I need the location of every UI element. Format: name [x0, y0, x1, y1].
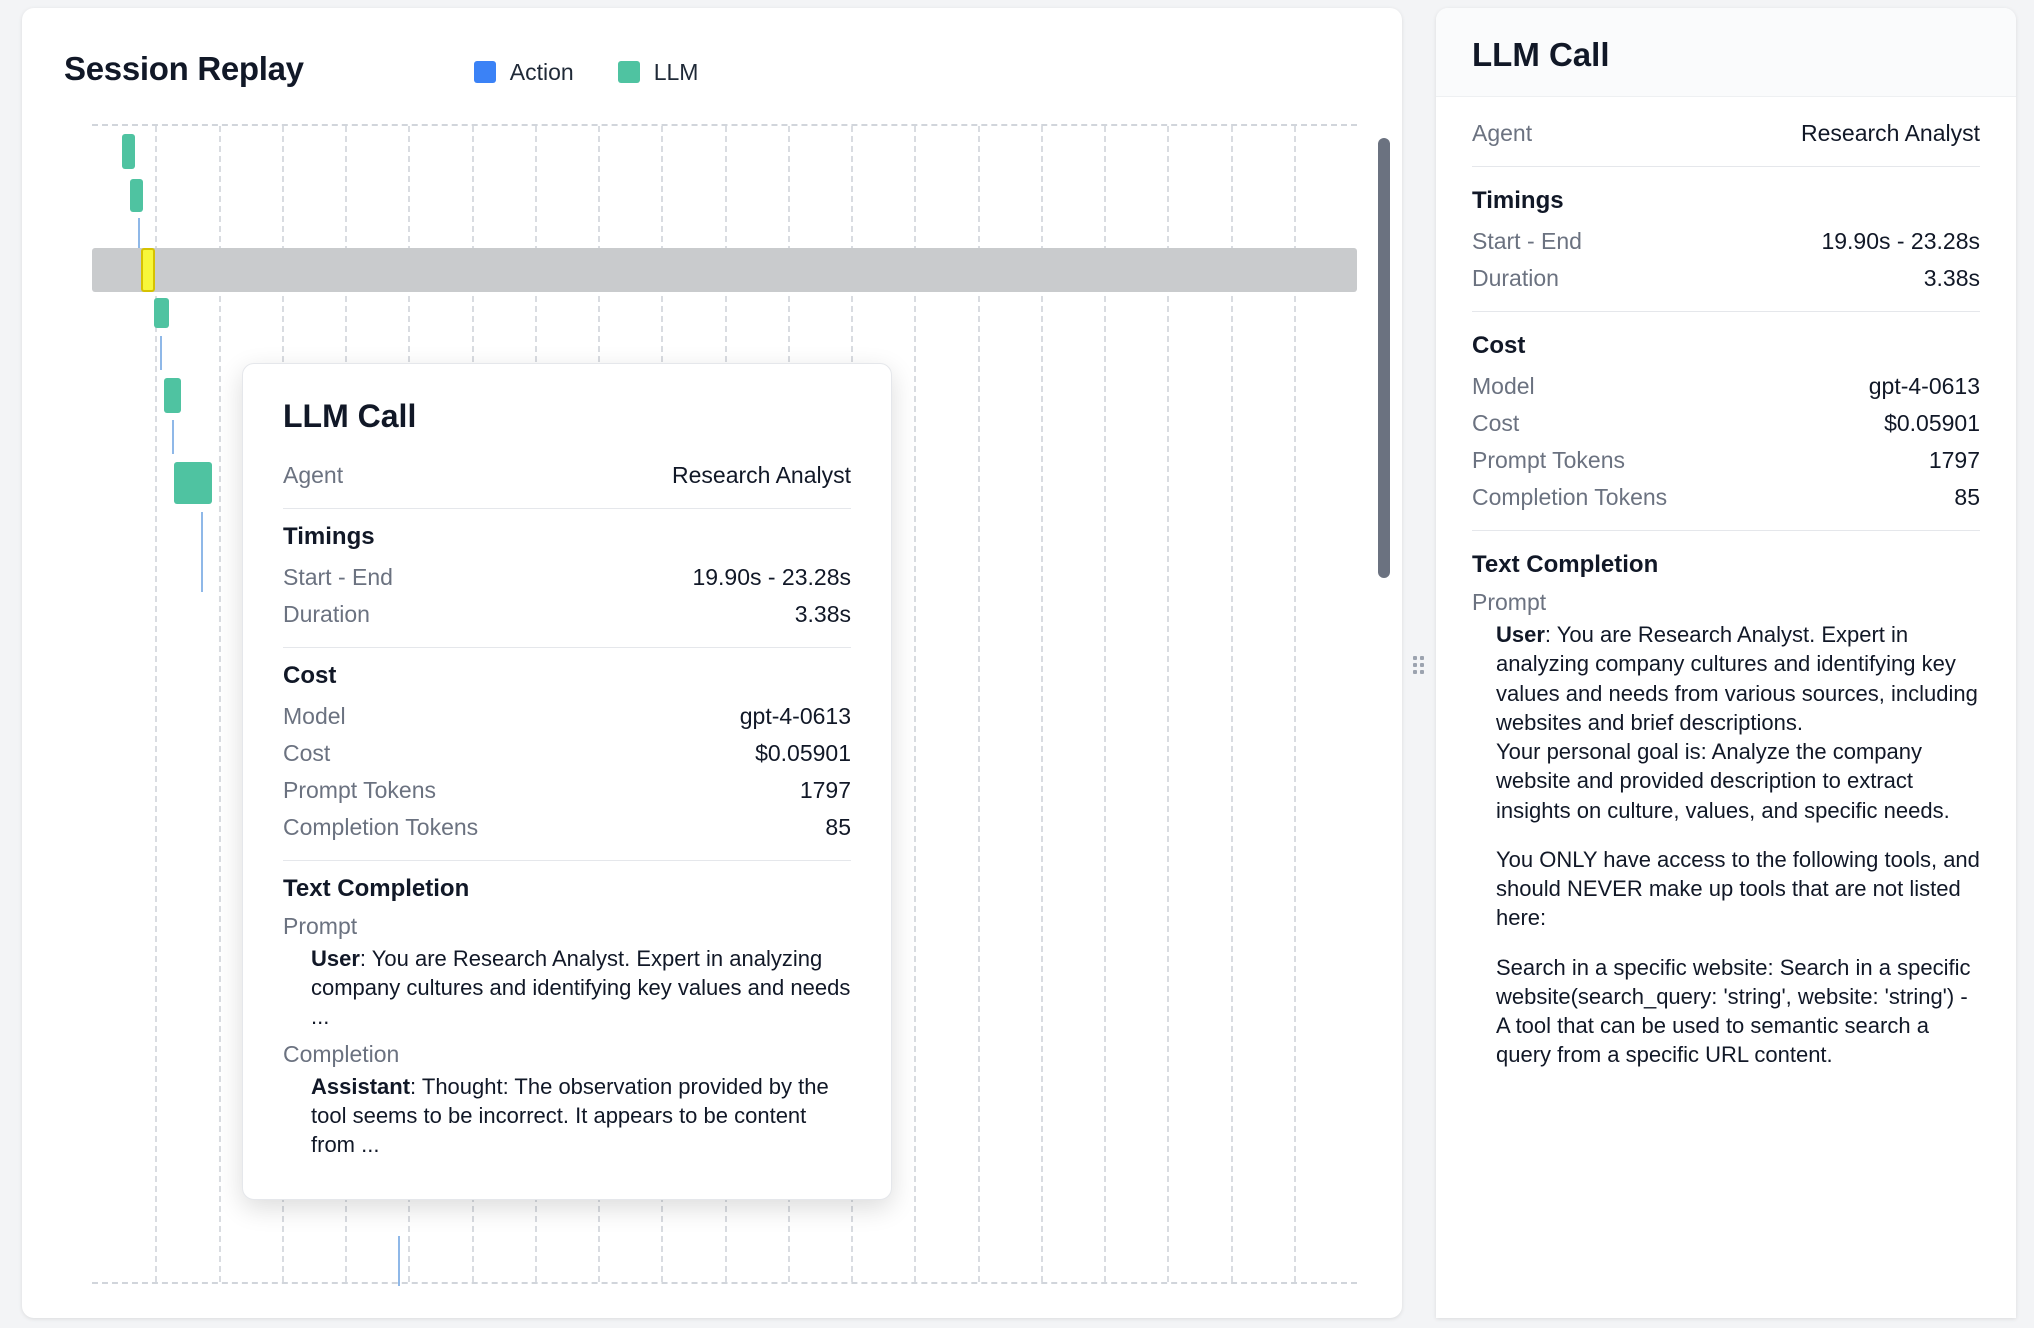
details-agent-key: Agent: [1472, 120, 1533, 146]
legend-label-action: Action: [509, 58, 574, 85]
llm-call-tooltip: [242, 363, 892, 1200]
tooltip-prompt-tokens-key: Prompt Tokens: [283, 777, 436, 803]
dot: [1413, 656, 1417, 660]
dot: [1420, 663, 1424, 667]
tooltip-model-value: gpt-4-0613: [739, 703, 851, 729]
tooltip-duration-value: 3.38s: [794, 601, 851, 627]
legend: [474, 59, 699, 86]
details-body: [1436, 97, 2016, 1070]
divider: [283, 860, 851, 861]
tooltip-cost-head: Cost: [283, 662, 337, 689]
details-cost-row: [1472, 405, 1980, 442]
details-prompt-tokens-value: 1797: [1928, 447, 1980, 473]
divider: [283, 508, 851, 509]
tooltip-title: LLM Call: [283, 398, 417, 434]
timeline-vertical-scrollbar[interactable]: [1378, 138, 1390, 578]
details-startend-key: Start - End: [1472, 228, 1582, 254]
details-prompt-para-1: [1496, 620, 1980, 825]
tooltip-startend-value: 19.90s - 23.28s: [692, 564, 851, 590]
session-replay-panel: [22, 8, 1402, 1318]
details-completion-tokens-row: [1472, 479, 1980, 516]
details-completion-tokens-key: Completion Tokens: [1472, 484, 1668, 510]
tooltip-duration-key: Duration: [283, 601, 370, 627]
gridline: [1294, 126, 1296, 1282]
replay-header: [22, 8, 1402, 88]
tooltip-prompt-message: [295, 944, 851, 1031]
gridline: [219, 126, 221, 1282]
tooltip-prompt-role: User: [311, 946, 360, 971]
gridline: [1231, 126, 1233, 1282]
details-prompt-para-4: Search in a specific website: Search in a specific website(search_query: 'string', website: 'string') - A tool that can be used to semantic search a query from a specific URL content.: [1496, 954, 1971, 1068]
gridline: [1104, 126, 1106, 1282]
tooltip-agent-row: [283, 457, 851, 494]
divider: [283, 647, 851, 648]
tooltip-agent-key: Agent: [283, 462, 344, 488]
details-duration-key: Duration: [1472, 265, 1559, 291]
tooltip-duration-row: [283, 596, 851, 633]
tooltip-completion-tokens-value: 85: [825, 814, 851, 840]
tooltip-prompt-tokens-value: 1797: [799, 777, 851, 803]
tooltip-prompt-text: : You are Research Analyst. Expert in analyzing company cultures and identifying key values and needs ...: [311, 946, 851, 1030]
timeline-span-llm[interactable]: [122, 134, 135, 169]
timeline-connector: [160, 336, 162, 370]
details-cost-value: $0.05901: [1884, 410, 1980, 436]
details-timings-head: Timings: [1472, 187, 1564, 214]
tooltip-prompt-label: Prompt: [283, 913, 358, 939]
details-prompt-text-1: : You are Research Analyst. Expert in analyzing company cultures and identifying key values and needs from various sources, including websites and brief descriptions.: [1496, 622, 1978, 735]
tooltip-completion-tokens-key: Completion Tokens: [283, 814, 479, 840]
dot: [1420, 656, 1424, 660]
drag-handle-icon[interactable]: [1413, 656, 1425, 680]
details-prompt-label: Prompt: [1472, 589, 1547, 615]
tooltip-cost-row: [283, 735, 851, 772]
details-agent-value: Research Analyst: [1801, 120, 1980, 146]
tooltip-cost-key: Cost: [283, 740, 331, 766]
details-prompt-text-2: Your personal goal is: Analyze the company website and provided description to extract insights on culture, values, and specific needs.: [1496, 739, 1950, 823]
divider: [1472, 166, 1980, 167]
details-model-value: gpt-4-0613: [1868, 373, 1980, 399]
tooltip-completion-tokens-row: [283, 809, 851, 846]
details-header: [1436, 8, 2016, 97]
dot: [1413, 670, 1417, 674]
timeline-span-llm[interactable]: [164, 378, 181, 413]
panel-splitter[interactable]: [1402, 8, 1436, 1328]
tooltip-text-completion-head: Text Completion: [283, 875, 470, 902]
tooltip-agent-value: Research Analyst: [672, 462, 851, 488]
gridline: [1041, 126, 1043, 1282]
timeline-connector: [201, 512, 203, 592]
timeline-span-llm[interactable]: [154, 298, 169, 328]
details-startend-row: [1472, 223, 1980, 260]
details-cost-key: Cost: [1472, 410, 1520, 436]
tooltip-completion-role: Assistant: [311, 1074, 411, 1100]
tooltip-model-key: Model: [283, 703, 346, 729]
timeline-span-selected[interactable]: [141, 248, 155, 292]
legend-item-action: [474, 59, 574, 86]
square-swatch-icon: [618, 61, 640, 83]
details-completion-tokens-value: 85: [1954, 484, 1980, 510]
details-model-key: Model: [1472, 373, 1535, 399]
legend-item-llm: [618, 59, 699, 86]
timeline-connector: [172, 420, 174, 454]
gridline: [914, 126, 916, 1282]
divider: [1472, 311, 1980, 312]
dot: [1413, 663, 1417, 667]
timeline-connector: [138, 218, 140, 248]
timeline-span-llm[interactable]: [130, 179, 143, 212]
details-model-row: [1472, 368, 1980, 405]
timeline-span-group[interactable]: [92, 248, 1357, 292]
page-title: Session Replay: [64, 50, 304, 87]
details-agent-row: [1472, 115, 1980, 152]
tooltip-model-row: [283, 698, 851, 735]
square-swatch-icon: [474, 61, 496, 83]
tooltip-startend-key: Start - End: [283, 564, 393, 590]
timeline-connector: [398, 1236, 400, 1286]
details-prompt-tokens-row: [1472, 442, 1980, 479]
legend-label-llm: LLM: [653, 58, 699, 85]
gridline: [1167, 126, 1169, 1282]
llm-call-details-panel: [1436, 8, 2016, 1318]
details-title: LLM Call: [1472, 36, 1610, 73]
details-prompt-para-3: You ONLY have access to the following tools, and should NEVER make up tools that are not listed here:: [1496, 846, 1980, 931]
details-duration-value: 3.38s: [1923, 265, 1980, 291]
details-text-completion-head: Text Completion: [1472, 551, 1659, 578]
tooltip-cost-value: $0.05901: [755, 740, 851, 766]
details-prompt-tokens-key: Prompt Tokens: [1472, 447, 1625, 473]
tooltip-completion-label: Completion: [283, 1041, 400, 1068]
timeline-span-llm[interactable]: [174, 462, 212, 504]
details-duration-row: [1472, 260, 1980, 297]
tooltip-completion-message: [295, 1072, 851, 1159]
tooltip-prompt-tokens-row: [283, 772, 851, 809]
tooltip-completion-text: : Thought: The observation provided by the tool seems to be incorrect. It appears to be content from ...: [311, 1074, 829, 1158]
details-prompt-message: [1482, 620, 1980, 1070]
gridline: [978, 126, 980, 1282]
dot: [1420, 670, 1424, 674]
divider: [1472, 530, 1980, 531]
tooltip-startend-row: [283, 559, 851, 596]
details-prompt-role: User: [1496, 622, 1545, 647]
details-cost-head: Cost: [1472, 332, 1526, 359]
tooltip-timings-head: Timings: [283, 523, 375, 550]
details-startend-value: 19.90s - 23.28s: [1821, 228, 1980, 254]
